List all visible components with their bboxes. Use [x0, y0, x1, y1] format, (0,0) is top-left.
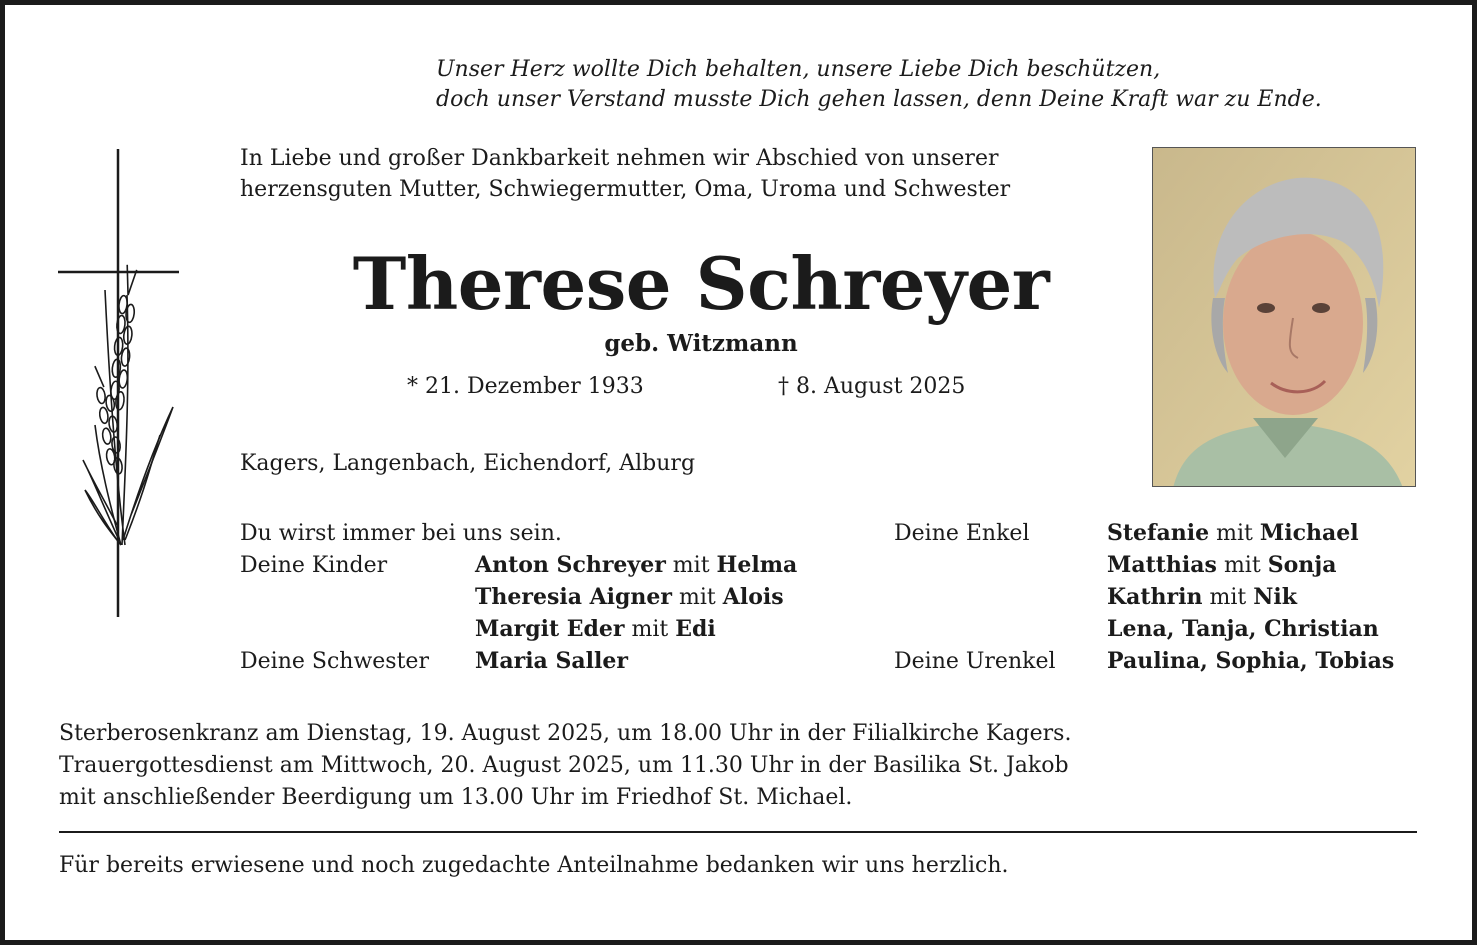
- great-grandchildren-label: Deine Urenkel: [894, 649, 1056, 674]
- intro-line-2: herzensguten Mutter, Schwiegermutter, Oma, Uroma und Schwester: [240, 177, 1011, 202]
- portrait-photo: [1152, 147, 1416, 487]
- connector: mit: [679, 585, 716, 610]
- thanks-text: Für bereits erwiesene und noch zugedachte Anteilnahme bedanken wir uns herzlich.: [59, 853, 1009, 878]
- list-item: [475, 550, 797, 581]
- children-label: Deine Kinder: [240, 553, 388, 578]
- birth-name: geb. Witzmann: [604, 330, 798, 357]
- service-line-1: Sterberosenkranz am Dienstag, 19. August 2025, um 18.00 Uhr in der Filialkirche Kagers.: [59, 721, 1072, 746]
- service-line-3: mit anschließender Beerdigung um 13.00 Uhr im Friedhof St. Michael.: [59, 785, 853, 810]
- grandchildren-extra: [1107, 614, 1379, 645]
- partner-name: Edi: [675, 616, 716, 642]
- grandchild-name: Matthias: [1107, 552, 1217, 578]
- connector: mit: [1216, 521, 1253, 546]
- connector: mit: [631, 617, 669, 642]
- sister-name: [475, 646, 628, 677]
- connector: mit: [672, 553, 710, 578]
- child-name: Margit Eder: [475, 616, 625, 642]
- cross-with-wheat-icon: [55, 145, 185, 625]
- great-grandchildren-text: Paulina, Sophia, Tobias: [1107, 648, 1395, 674]
- partner-name: Michael: [1259, 520, 1359, 546]
- list-item: [475, 582, 784, 613]
- divider: [59, 831, 1417, 833]
- grandchild-name: Stefanie: [1107, 520, 1210, 546]
- grandchild-name: Kathrin: [1107, 584, 1203, 610]
- connector: mit: [1209, 585, 1247, 610]
- sister-name-text: Maria Saller: [475, 648, 628, 674]
- service-line-2: Trauergottesdienst am Mittwoch, 20. August 2025, um 11.30 Uhr in der Basilika St. Jakob: [59, 753, 1069, 778]
- partner-name: Sonja: [1267, 552, 1337, 578]
- child-name: Anton Schreyer: [475, 552, 666, 578]
- places: Kagers, Langenbach, Eichendorf, Alburg: [240, 451, 696, 476]
- poem-line-1: Unser Herz wollte Dich behalten, unsere Liebe Dich beschützen,: [436, 57, 1161, 82]
- great-grandchildren: [1107, 646, 1394, 677]
- deceased-name: Therese Schreyer: [352, 241, 1050, 326]
- partner-name: Alois: [722, 584, 784, 610]
- list-item: [1107, 518, 1359, 549]
- death-date: † 8. August 2025: [778, 374, 966, 399]
- list-item: [1107, 550, 1336, 581]
- grandchildren-extra-text: Lena, Tanja, Christian: [1107, 616, 1379, 642]
- grandchildren-label: Deine Enkel: [894, 521, 1030, 546]
- portrait-illustration: [1153, 148, 1416, 487]
- birth-date: * 21. Dezember 1933: [407, 374, 644, 399]
- partner-name: Helma: [716, 552, 798, 578]
- connector: mit: [1223, 553, 1261, 578]
- poem-line-2: doch unser Verstand musste Dich gehen lassen, denn Deine Kraft war zu Ende.: [436, 87, 1322, 112]
- list-item: [475, 614, 716, 645]
- sister-label: Deine Schwester: [240, 649, 429, 674]
- partner-name: Nik: [1253, 584, 1297, 610]
- child-name: Theresia Aigner: [475, 584, 673, 610]
- farewell-text: Du wirst immer bei uns sein.: [240, 521, 562, 546]
- list-item: [1107, 582, 1297, 613]
- intro-line-1: In Liebe und großer Dankbarkeit nehmen wir Abschied von unserer: [240, 146, 999, 171]
